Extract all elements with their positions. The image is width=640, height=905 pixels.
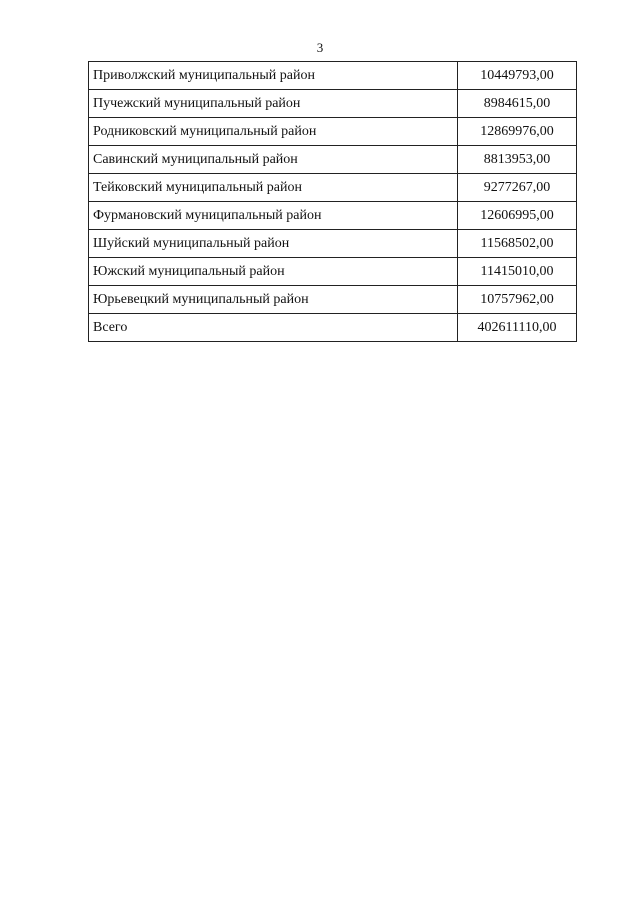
table-row	[89, 286, 577, 314]
table-row	[89, 258, 577, 286]
total-row	[89, 314, 577, 342]
amount-value: 9277267,00	[458, 174, 577, 202]
table-row	[89, 118, 577, 146]
amount-value: 10757962,00	[458, 286, 577, 314]
district-name: Родниковский муниципальный район	[89, 118, 458, 146]
amount-value: 8984615,00	[458, 90, 577, 118]
amount-value: 10449793,00	[458, 62, 577, 90]
district-name: Шуйский муниципальный район	[89, 230, 458, 258]
table-row	[89, 146, 577, 174]
district-name: Пучежский муниципальный район	[89, 90, 458, 118]
total-label: Всего	[89, 314, 458, 342]
amount-value: 8813953,00	[458, 146, 577, 174]
amount-value: 12606995,00	[458, 202, 577, 230]
district-name: Южский муниципальный район	[89, 258, 458, 286]
district-name: Юрьевецкий муниципальный район	[89, 286, 458, 314]
table-row	[89, 202, 577, 230]
table-row	[89, 174, 577, 202]
total-value: 402611110,00	[458, 314, 577, 342]
page-number: 3	[316, 40, 324, 55]
table-row	[89, 90, 577, 118]
amount-value: 11568502,00	[458, 230, 577, 258]
table-row	[89, 62, 577, 90]
district-name: Тейковский муниципальный район	[89, 174, 458, 202]
amount-value: 11415010,00	[458, 258, 577, 286]
allocation-table	[88, 61, 577, 342]
district-name: Фурмановский муниципальный район	[89, 202, 458, 230]
table-row	[89, 230, 577, 258]
district-name: Приволжский муниципальный район	[89, 62, 458, 90]
amount-value: 12869976,00	[458, 118, 577, 146]
district-name: Савинский муниципальный район	[89, 146, 458, 174]
